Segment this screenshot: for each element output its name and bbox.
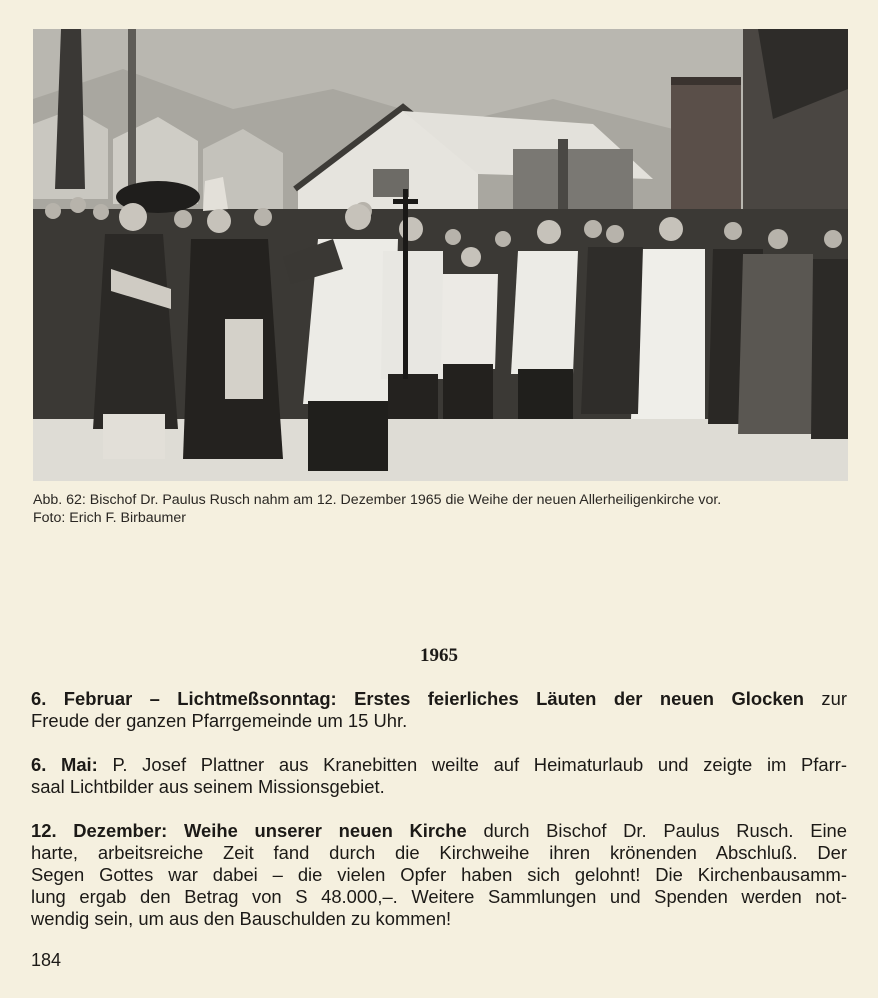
entry-december xyxy=(31,820,847,930)
year-heading: 1965 xyxy=(420,645,458,666)
page-number: 184 xyxy=(31,950,62,970)
entry-line: 12. Dezember: Weihe unserer neuen Kirche durch Bischof Dr. Paulus Rusch. Eine xyxy=(31,820,847,841)
entry-line: Freude der ganzen Pfarrgemeinde um 15 Uhr. xyxy=(31,710,408,731)
entry-may xyxy=(31,754,847,798)
entry-date-heading: 6. Mai: xyxy=(31,754,98,775)
photo-credit: Foto: Erich F. Birbaumer xyxy=(33,510,186,526)
entry-line: wendig sein, um aus den Bauschulden zu kommen! xyxy=(31,908,452,929)
entry-date-heading: 12. Dezember: Weihe unserer neuen Kirche xyxy=(31,820,467,841)
caption-text: Abb. 62: Bischof Dr. Paulus Rusch nahm am 12. Dezember 1965 die Weihe der neuen Allerheiligenkirche vor. xyxy=(33,492,722,508)
entry-line: Segen Gottes war dabei – die vielen Opfer haben sich gelohnt! Die Kirchenbausamm- xyxy=(31,864,847,885)
church-consecration-photo xyxy=(33,29,848,481)
entry-line: 6. Februar – Lichtmeßsonntag: Erstes feierliches Läuten der neuen Glocken zur xyxy=(31,688,847,709)
entry-date-heading: 6. Februar – Lichtmeßsonntag: Erstes feierliches Läuten der neuen Glocken xyxy=(31,688,805,709)
entry-line: saal Lichtbilder aus seinem Missionsgebiet. xyxy=(31,776,385,797)
figure-caption xyxy=(33,491,853,527)
entry-february xyxy=(31,688,847,732)
entry-line: harte, arbeitsreiche Zeit fand durch die Kirchweihe ihren krönenden Abschluß. Der xyxy=(31,842,847,863)
entry-line: 6. Mai: P. Josef Plattner aus Kranebitten weilte auf Heimaturlaub und zeigte im Pfarr- xyxy=(31,754,847,775)
entry-line: lung ergab den Betrag von S 48.000,–. Weitere Sammlungen und Spenden werden not- xyxy=(31,886,847,907)
